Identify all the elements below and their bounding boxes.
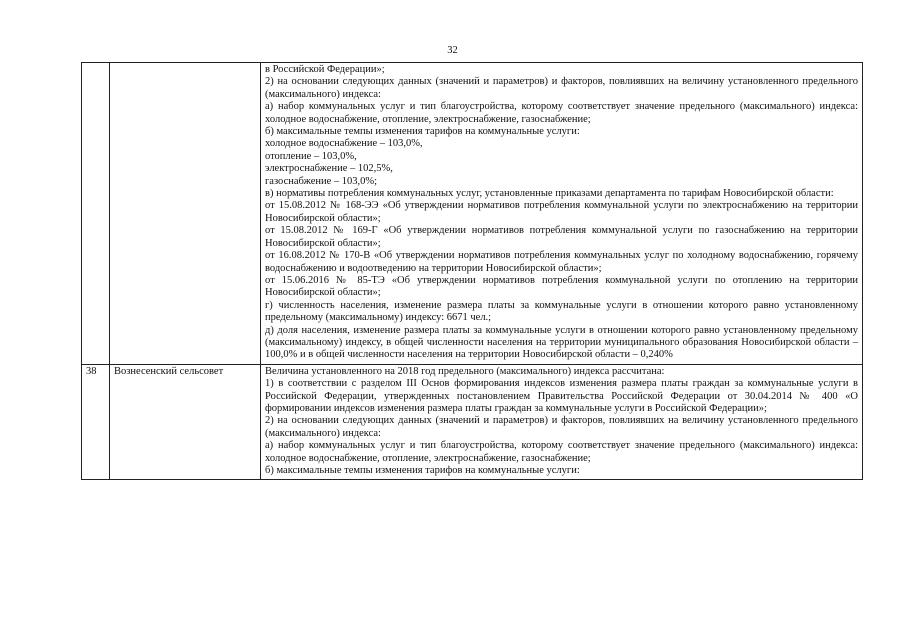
paragraph: 2) на основании следующих данных (значений и параметров) и факторов, повлиявших на величину установленного предельного (максимального) индекса: [265,76,858,100]
indices-table [81,62,863,480]
paragraph: Величина установленного на 2018 год предельного (максимального) индекса рассчитана: [265,365,665,377]
paragraph: б) максимальные темпы изменения тарифов на коммунальные услуги: [265,465,580,476]
municipality-name-cell [110,63,261,365]
paragraph: электроснабжение – 102,5%, [265,163,393,175]
paragraph: а) набор коммунальных услуг и тип благоустройства, которому соответствует значение предельного (максимального) индекса: холодное водоснабжение, отопление, электроснабжение, газоснабжение; [265,440,858,464]
page-number: 32 [447,45,458,56]
paragraph: холодное водоснабжение – 103,0%, [265,138,423,150]
paragraph: от 15.08.2012 № 169-Г «Об утверждении нормативов потребления коммунальной услуги по газоснабжению на территории Новосибирской области»; [265,225,858,249]
paragraph: а) набор коммунальных услуг и тип благоустройства, которому соответствует значение предельного (максимального) индекса: холодное водоснабжение, отопление, электроснабжение, газоснабжение; [265,101,858,125]
paragraph: г) численность населения, изменение размера платы за коммунальные услуги в отношении которого равно установленному предельному (максимальному) индексу: 6671 чел.; [265,299,858,324]
row-number-cell: 38 [82,364,110,480]
table-row [82,364,863,480]
paragraph: газоснабжение – 103,0%; [265,175,378,187]
municipality-name-cell: Вознесенский сельсовет [110,364,261,480]
paragraph: от 16.08.2012 № 170-В «Об утверждении нормативов потребления коммунальных услуг по холодному водоснабжению, горячему водоснабжению и водоотведению на территории Новосибирской области»; [265,250,858,274]
description-cell [261,364,863,480]
paragraph: в) нормативы потребления коммунальных услуг, установленные приказами департамента по тарифам Новосибирской области: [265,188,834,200]
row-number-cell [82,63,110,365]
paragraph: отопление – 103,0%, [265,150,357,162]
paragraph: от 15.06.2016 № 85-ТЭ «Об утверждении нормативов потребления коммунальной услуги по отоплению на территории Новосибирской области»; [265,274,858,299]
table-row [82,63,863,365]
paragraph: в Российской Федерации»; [265,64,385,75]
paragraph: 1) в соответствии с разделом III Основ формирования индексов изменения размера платы граждан за коммунальные услуги в Российской Федерации, утвержденных постановлением Правительства Российской Федерации от 30.04.2014 № 400 «О формировании индексов изменения размера платы граждан за коммунальные услуги в Российской Федерации»; [265,378,858,414]
description-cell [261,63,863,365]
paragraph: от 15.08.2012 № 168-ЭЭ «Об утверждении нормативов потребления коммунальной услуги по электроснабжению на территории Новосибирской области»; [265,200,858,224]
paragraph: д) доля населения, изменение размера платы за коммунальные услуги в отношении которого равно установленному предельному (максимальному) индексу, в общей численности населения на территории муниципального образования Новосибирской области – 100,0% и в общей численности населения на территории Новосибирской области – 0,240% [265,324,858,361]
paragraph: 2) на основании следующих данных (значений и параметров) и факторов, повлиявших на величину установленного предельного (максимального) индекса: [265,415,858,439]
paragraph: б) максимальные темпы изменения тарифов на коммунальные услуги: [265,126,580,138]
